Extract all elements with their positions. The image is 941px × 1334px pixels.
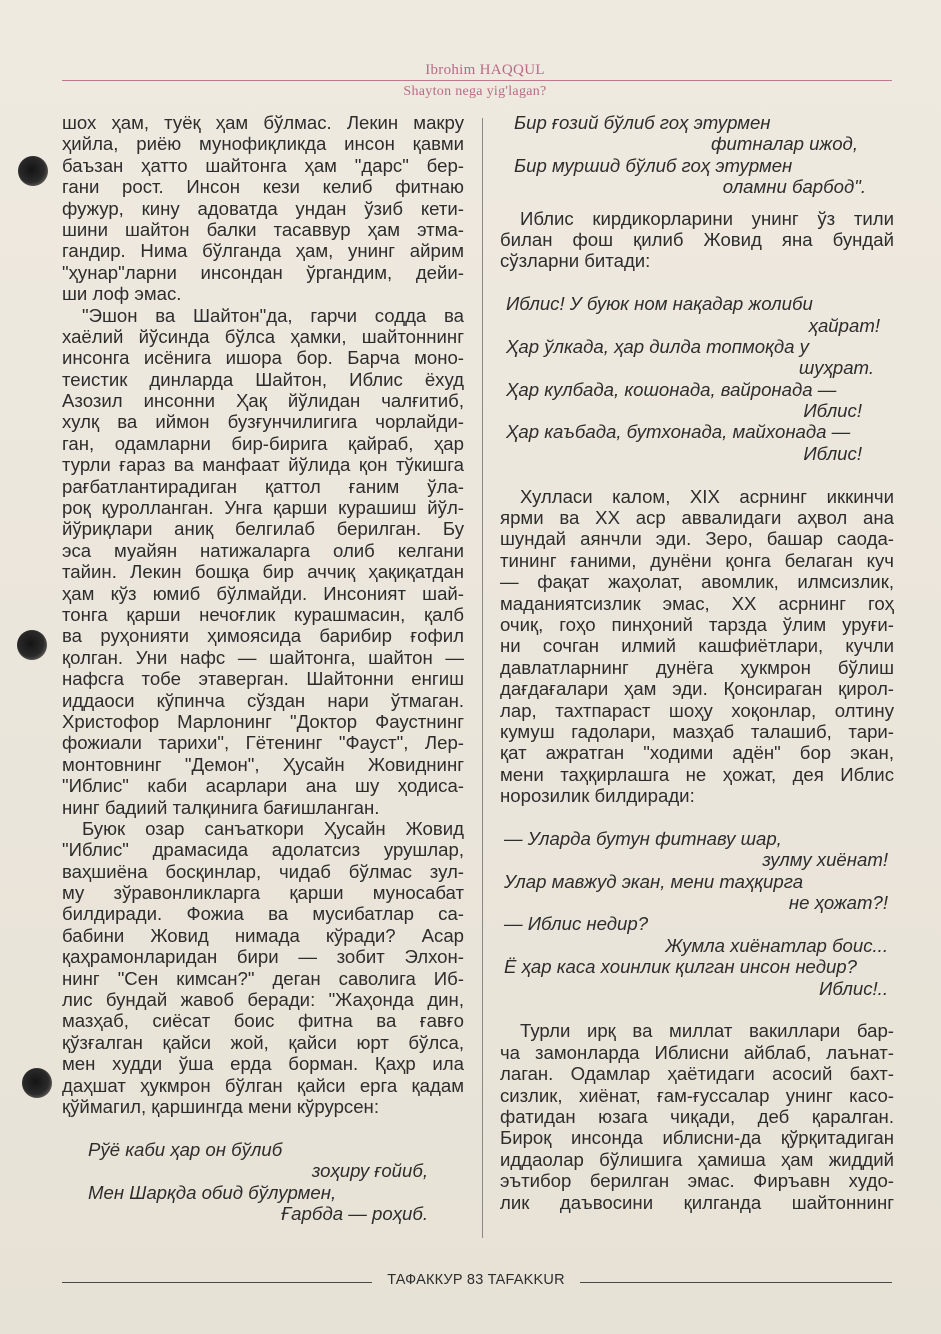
verse-line: Ғарбда — роҳиб. bbox=[281, 1202, 428, 1224]
text-line: "Иблис" каби асарлари ана шу ҳодиса- bbox=[62, 775, 464, 797]
spacer bbox=[500, 464, 894, 485]
text-line: нафсга тобе этаверган. Шайтонни енгиш bbox=[62, 668, 464, 690]
text-line: мен худди ўша ерда борман. Қаҳр ила bbox=[62, 1053, 464, 1075]
text-line: тининг ғаними, дунёни қонга белаган куч bbox=[500, 549, 894, 571]
text-line: Бироқ инсонда иблисни-да қўрқитадиган bbox=[500, 1127, 894, 1149]
text-line: монтовнинг "Демон", Ҳусайн Жовиднинг bbox=[62, 753, 464, 775]
paragraph-start: Иблис кирдикорларини унинг ўз тили bbox=[520, 207, 894, 229]
verse-line: Мен Шарқда обид бўлурмен, bbox=[88, 1181, 337, 1203]
text-line: эса муайян натижаларга олиб келгани bbox=[62, 539, 464, 561]
header-rule bbox=[62, 80, 892, 81]
text-line: тайин. Лекин бошқа бир аччиқ ҳақиқатдан bbox=[62, 561, 464, 583]
text-line: шох ҳам, туёқ ҳам бўлмас. Лекин макру bbox=[62, 112, 464, 133]
text-line: ҳийла, риёю мунофиқликда инсон қавми bbox=[62, 133, 464, 155]
paragraph-start: "Эшон ва Шайтон"да, гарчи содда ва bbox=[82, 304, 464, 326]
verse-line: Улар мавжуд экан, мени таҳқирга bbox=[504, 870, 804, 892]
verse-line: Жумла хиёнатлар боис... bbox=[665, 934, 888, 956]
text-line: "Иблис" драмасида адолатсиз урушлар, bbox=[62, 839, 464, 861]
text-line: иддаоси кўпинча сўздан нари ўтмаган. bbox=[62, 689, 464, 711]
text-line: му зўравонликларга қарши муносабат bbox=[62, 882, 464, 904]
verse-line: не ҳожат?! bbox=[788, 892, 888, 914]
spacer bbox=[500, 272, 894, 293]
spacer bbox=[500, 807, 894, 828]
text-line: гандир. Нима бўлганда ҳам, унинг айрим bbox=[62, 240, 464, 262]
text-line: сўзларни битади: bbox=[500, 250, 651, 272]
text-line: йўриқлари аниқ белгилаб берилган. Бу bbox=[62, 518, 464, 540]
text-line: нинг "Сен кимсан?" деган саволига Иб- bbox=[62, 967, 464, 989]
text-line: қўзғалган қайси жой, қайси юрт бўлса, bbox=[62, 1031, 464, 1053]
text-line: дағдағалари ҳам эди. Қонсираган қирол- bbox=[500, 678, 894, 700]
verse-line: Ҳар ўлкада, ҳар дилда топмоқда у bbox=[506, 335, 809, 357]
paragraph-start: Буюк озар санъаткори Ҳусайн Жовид bbox=[82, 817, 464, 839]
text-line: ваҳшиёна босқинлар, чидаб бўлмас зул- bbox=[62, 860, 464, 882]
text-line: иддаолар бўлишига ҳамиша ҳам жиддий bbox=[500, 1148, 894, 1170]
text-line: тонга қарши нечоғлик курашмасин, қалб bbox=[62, 603, 464, 625]
text-line: кумуш гадолари, мазҳаб талашиб, тари- bbox=[500, 720, 894, 742]
running-head-author: Ibrohim HAQQUL bbox=[425, 62, 545, 78]
verse-line: Рўё каби ҳар он бўлиб bbox=[88, 1138, 283, 1160]
paragraph-start: Хулласи калом, XIX асрнинг иккинчи bbox=[520, 485, 894, 507]
text-line: ча замонларда Иблисни айблаб, лаънат- bbox=[500, 1041, 894, 1063]
footer-journal-page: ТАФАККУР 83 TAFAKKUR bbox=[387, 1272, 565, 1288]
text-line: мазҳаб, сиёсат боис фитна ва ғавғо bbox=[62, 1010, 464, 1032]
text-line: норозилик билдиради: bbox=[500, 785, 695, 807]
text-line: фужур, кину адоватда ундан ўзиб кети- bbox=[62, 197, 464, 219]
text-line: ҳам кўз юмиб бўлмайди. Инсоният шай- bbox=[62, 582, 464, 604]
text-line: билдиради. Фожиа ва мусибатлар са- bbox=[62, 903, 464, 925]
text-line: хулқ ва иймон бузғунчилигига чорлайди- bbox=[62, 411, 464, 433]
punch-hole bbox=[22, 1068, 52, 1098]
text-line: ярми ва XX аср аввалидаги аҳвол ана bbox=[500, 507, 894, 529]
verse-line: Иблис! bbox=[803, 442, 862, 464]
verse-line: Ё ҳар каса хоинлик қилган инсон недир? bbox=[504, 956, 857, 978]
verse-line: Ҳар каъбада, бутхонада, майхонада — bbox=[506, 421, 851, 443]
text-line: инсонга исёнига ишора бор. Барча моно- bbox=[62, 347, 464, 369]
text-line: ва руҳонияти ҳимоясида барибир ғофил bbox=[62, 625, 464, 647]
verse-line: оламни барбод". bbox=[722, 176, 866, 198]
text-line: эътибор берилган эмас. Фиръавн худо- bbox=[500, 1170, 894, 1192]
text-line: теистик динларда Шайтон, Иблис ёхуд bbox=[62, 368, 464, 390]
text-line: баъзан ҳатто шайтонга ҳам "дарс" бер- bbox=[62, 154, 464, 176]
text-line: роқ қуролланган. Унга қарши курашиш йўл- bbox=[62, 497, 464, 519]
text-line: ни сочган илмий кашфиётлари, кучли bbox=[500, 635, 894, 657]
text-line: шундай аянчли эди. Зеро, башар саода- bbox=[500, 528, 894, 550]
text-line: Азозил инсонни Ҳақ йўлидан чалғитиб, bbox=[62, 390, 464, 412]
text-line: фожиали тарихи", Гётенинг "Фауст", Лер- bbox=[62, 732, 464, 754]
verse-line: Иблис!.. bbox=[819, 977, 888, 999]
text-line: фатидан юзага чиқади, деб қаралган. bbox=[500, 1105, 894, 1127]
text-line: лик даъвосини қилганда шайтоннинг bbox=[500, 1191, 894, 1213]
text-line: "ҳунар"ларни инсондан ўргандим, дейи- bbox=[62, 261, 464, 283]
left-column bbox=[62, 112, 464, 1224]
text-line: рағбатлантирадиган қаттол ғаним ўла- bbox=[62, 475, 464, 497]
footer-rule bbox=[62, 1282, 372, 1283]
verse-line: — Иблис недир? bbox=[504, 913, 649, 935]
verse-line: — Уларда бутун фитнаву шар, bbox=[504, 827, 782, 849]
text-line: лис бундай жавоб беради: "Жаҳонда дин, bbox=[62, 989, 464, 1011]
spacer bbox=[62, 1117, 464, 1138]
spacer bbox=[500, 198, 894, 208]
paragraph-start: Турли ирқ ва миллат вакиллари бар- bbox=[520, 1020, 894, 1042]
text-line: ган, одамларни бир-бирига қайраб, ҳар bbox=[62, 432, 464, 454]
verse-line: Иблис! У буюк ном нақадар жолиби bbox=[506, 293, 813, 315]
text-line: мени таҳқирлашга не ҳожат, дея Иблис bbox=[500, 763, 894, 785]
verse-line: Бир ғозий бўлиб гоҳ этурмен bbox=[514, 112, 771, 133]
text-line: қолган. Уни нафс — шайтонга, шайтон — bbox=[62, 646, 464, 668]
text-line: давлатларнинг дунёга ҳукмрон бўлиш bbox=[500, 656, 894, 678]
spacer bbox=[500, 999, 894, 1020]
running-head-title: Shayton nega yig'lagan? bbox=[403, 84, 547, 99]
text-line: қаҳрамонларидан бири — зобит Элхон- bbox=[62, 946, 464, 968]
column-divider bbox=[482, 118, 483, 1238]
text-line: Христофор Марлонинг "Доктор Фаустнинг bbox=[62, 710, 464, 732]
footer-rule bbox=[580, 1282, 892, 1283]
text-line: нинг бадиий талқинига бағишланган. bbox=[62, 796, 380, 818]
text-line: лаган. Одамлар ҳаётидаги асосий бахт- bbox=[500, 1063, 894, 1085]
verse-line: ҳайрат! bbox=[808, 314, 880, 336]
text-line: билан фош қилиб Жовид яна бундай bbox=[500, 228, 894, 250]
text-line: қат ажратган "ходими адён" бор экан, bbox=[500, 742, 894, 764]
verse-line: зоҳиру ғойиб, bbox=[311, 1160, 428, 1182]
verse-line: фитналар ижод, bbox=[711, 133, 858, 155]
text-line: ши лоф эмас. bbox=[62, 283, 182, 305]
text-line: хаёлий йўсинда бўлса ҳамки, шайтоннинг bbox=[62, 325, 464, 347]
punch-hole bbox=[17, 630, 47, 660]
right-column bbox=[500, 112, 894, 1213]
text-line: даҳшат ҳукмрон бўлган қайси ерга қадам bbox=[62, 1074, 464, 1096]
verse-line: шуҳрат. bbox=[798, 357, 874, 379]
verse-line: зулму хиёнат! bbox=[762, 849, 888, 871]
verse-line: Ҳар кулбада, кошонада, вайронада — bbox=[506, 378, 837, 400]
text-line: маданиятсизлик эмас, XX асрнинг гоҳ bbox=[500, 592, 894, 614]
text-line: гани рост. Инсон кези келиб фитнаю bbox=[62, 176, 464, 198]
text-line: сизлик, хиёнат, ғам-ғуссалар унинг касо- bbox=[500, 1084, 894, 1106]
text-line: — фақат жаҳолат, авомлик, илмсизлик, bbox=[500, 571, 894, 593]
verse-line: Иблис! bbox=[803, 400, 862, 422]
text-line: турли ғараз ва манфаат йўлида қон тўкишга bbox=[62, 454, 464, 476]
verse-line: Бир муршид бўлиб гоҳ этурмен bbox=[514, 154, 793, 176]
text-line: қўймагил, қаршингда мени кўрурсен: bbox=[62, 1095, 379, 1117]
punch-hole bbox=[18, 156, 48, 186]
text-line: лар, тахтпараст шоҳу хоқонлар, олтину bbox=[500, 699, 894, 721]
text-line: очиқ, гоҳо пинҳоний тарзда ўлим уруғи- bbox=[500, 613, 894, 635]
text-line: бабини Жовид нимада кўради? Асар bbox=[62, 924, 464, 946]
text-line: шини шайтон балки тасаввур ҳам этма- bbox=[62, 218, 464, 240]
